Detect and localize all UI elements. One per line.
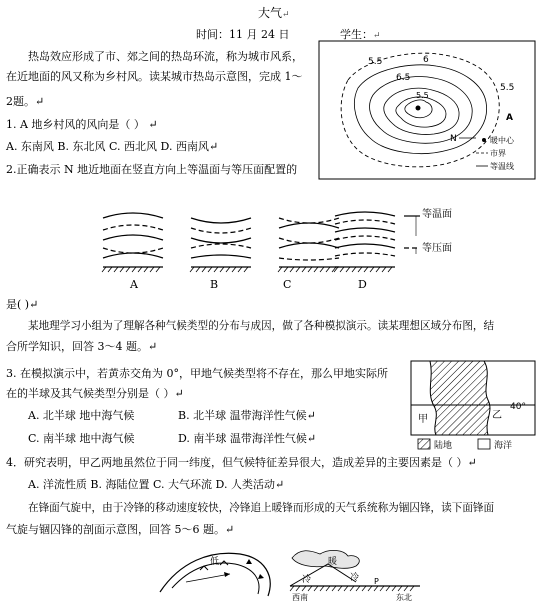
- legend-city-boundary: 市界: [490, 149, 506, 158]
- point-p-label: P: [374, 577, 379, 586]
- q1-stem: 1. A 地乡村风的风向是（ ） ↵: [6, 118, 158, 131]
- q4-stem: 4．研究表明，甲乙两地虽然位于同一纬度，但气候特征差异很大，造成差异的主要因素是（ ）↵: [6, 456, 477, 469]
- isotherm-label: 6: [423, 55, 429, 65]
- isotherm-label: 6.5: [396, 73, 411, 83]
- location-yi: 乙: [492, 410, 502, 421]
- point-a-label: A: [506, 113, 513, 123]
- intro-line-2: 在近地面的风又称为乡村风。读某城市热岛示意图，完成 1～: [6, 70, 303, 83]
- option-a-letter: A: [130, 278, 138, 291]
- para2-line-2: 合所学知识，回答 3～4 题。↵: [6, 340, 158, 353]
- option-c-letter: C: [283, 278, 292, 291]
- northeast-label: 东北: [396, 593, 412, 602]
- option-b-diagram: [190, 218, 251, 272]
- low-pressure-label: 低: [210, 557, 220, 567]
- legend-land-swatch: [418, 439, 430, 449]
- q3-option-d: D. 南半球 温带海洋性气候↵: [178, 432, 317, 445]
- legend-sea-swatch: [478, 439, 490, 449]
- date-line: 时间：11 月 24 日: [196, 28, 290, 41]
- legend-isobar-surface: 等压面: [422, 243, 452, 254]
- student-label: 学生：↵: [340, 28, 381, 41]
- q2-stem: 2.正确表示 N 地近地面在竖直方向上等温面与等压面配置的: [6, 163, 298, 176]
- intro-line-1: 热岛效应形成了市、郊之间的热岛环流，称为城市风系，: [28, 50, 303, 63]
- legend-sea: 海洋: [494, 441, 513, 451]
- isotherm-label: 5.5: [500, 83, 515, 93]
- q3-option-c: C. 南半球 地中海气候: [28, 432, 135, 445]
- latitude-label: 40°: [510, 402, 526, 412]
- isotherm-label: 5.5: [416, 91, 429, 100]
- southwest-label: 西南: [292, 593, 308, 602]
- legend-land: 陆地: [434, 441, 453, 451]
- q3-stem-2: 在的半球及其气候类型分别是（ ）↵: [6, 387, 184, 400]
- option-d-diagram: [334, 212, 395, 272]
- q1-options: A. 东南风 B. 东北风 C. 西北风 D. 西南风↵: [6, 140, 219, 153]
- cold-air-label-2: 冷: [350, 573, 360, 583]
- q3-option-a: A. 北半球 地中海气候: [28, 409, 135, 422]
- option-d-letter: D: [358, 278, 367, 291]
- heat-island-map: [318, 40, 536, 180]
- q3-option-b: B. 北半球 温带海洋性气候↵: [178, 409, 316, 422]
- para3-line-2: 气旋与锢囚锋的剖面示意图，回答 5～6 题。↵: [6, 523, 235, 536]
- q3-stem-1: 3. 在模拟演示中，若黄赤交角为 0°，甲地气候类型将不存在，那么甲地实际所: [6, 367, 388, 380]
- intro-line-3: 2题。↵: [6, 95, 45, 108]
- isosurface-figure: [98, 210, 448, 290]
- cyclone-occluded-front-figure: [150, 540, 430, 602]
- option-a-diagram: [102, 213, 163, 272]
- point-n-label: N: [450, 134, 457, 144]
- page-title: 大气↵: [258, 6, 290, 20]
- para3-line-1: 在锋面气旋中，由于冷锋的移动速度较快，冷锋追上暖锋而形成的天气系统称为锢囚锋，读下面锋面: [28, 502, 495, 514]
- para2-line-1: 某地理学习小组为了理解各种气候类型的分布与成因，做了各种模拟演示。读某理想区域分布图，结: [28, 320, 495, 332]
- q4-options: A. 洋流性质 B. 海陆位置 C. 大气环流 D. 人类活动↵: [28, 478, 285, 491]
- option-b-letter: B: [210, 278, 219, 291]
- legend-isotherm: 等温线: [490, 162, 514, 171]
- warm-air-label: 暖: [328, 557, 338, 567]
- cold-air-label-1: 冷: [302, 575, 312, 585]
- q2-tail: 是( )↵: [6, 298, 39, 311]
- legend-warm-center: 暖中心: [490, 136, 514, 145]
- idealized-region-map: [410, 360, 536, 452]
- isotherm-label: 5.5: [368, 57, 383, 67]
- option-c-diagram: [278, 218, 339, 272]
- location-jia: 甲: [418, 414, 428, 425]
- legend-isotherm-surface: 等温面: [422, 209, 452, 220]
